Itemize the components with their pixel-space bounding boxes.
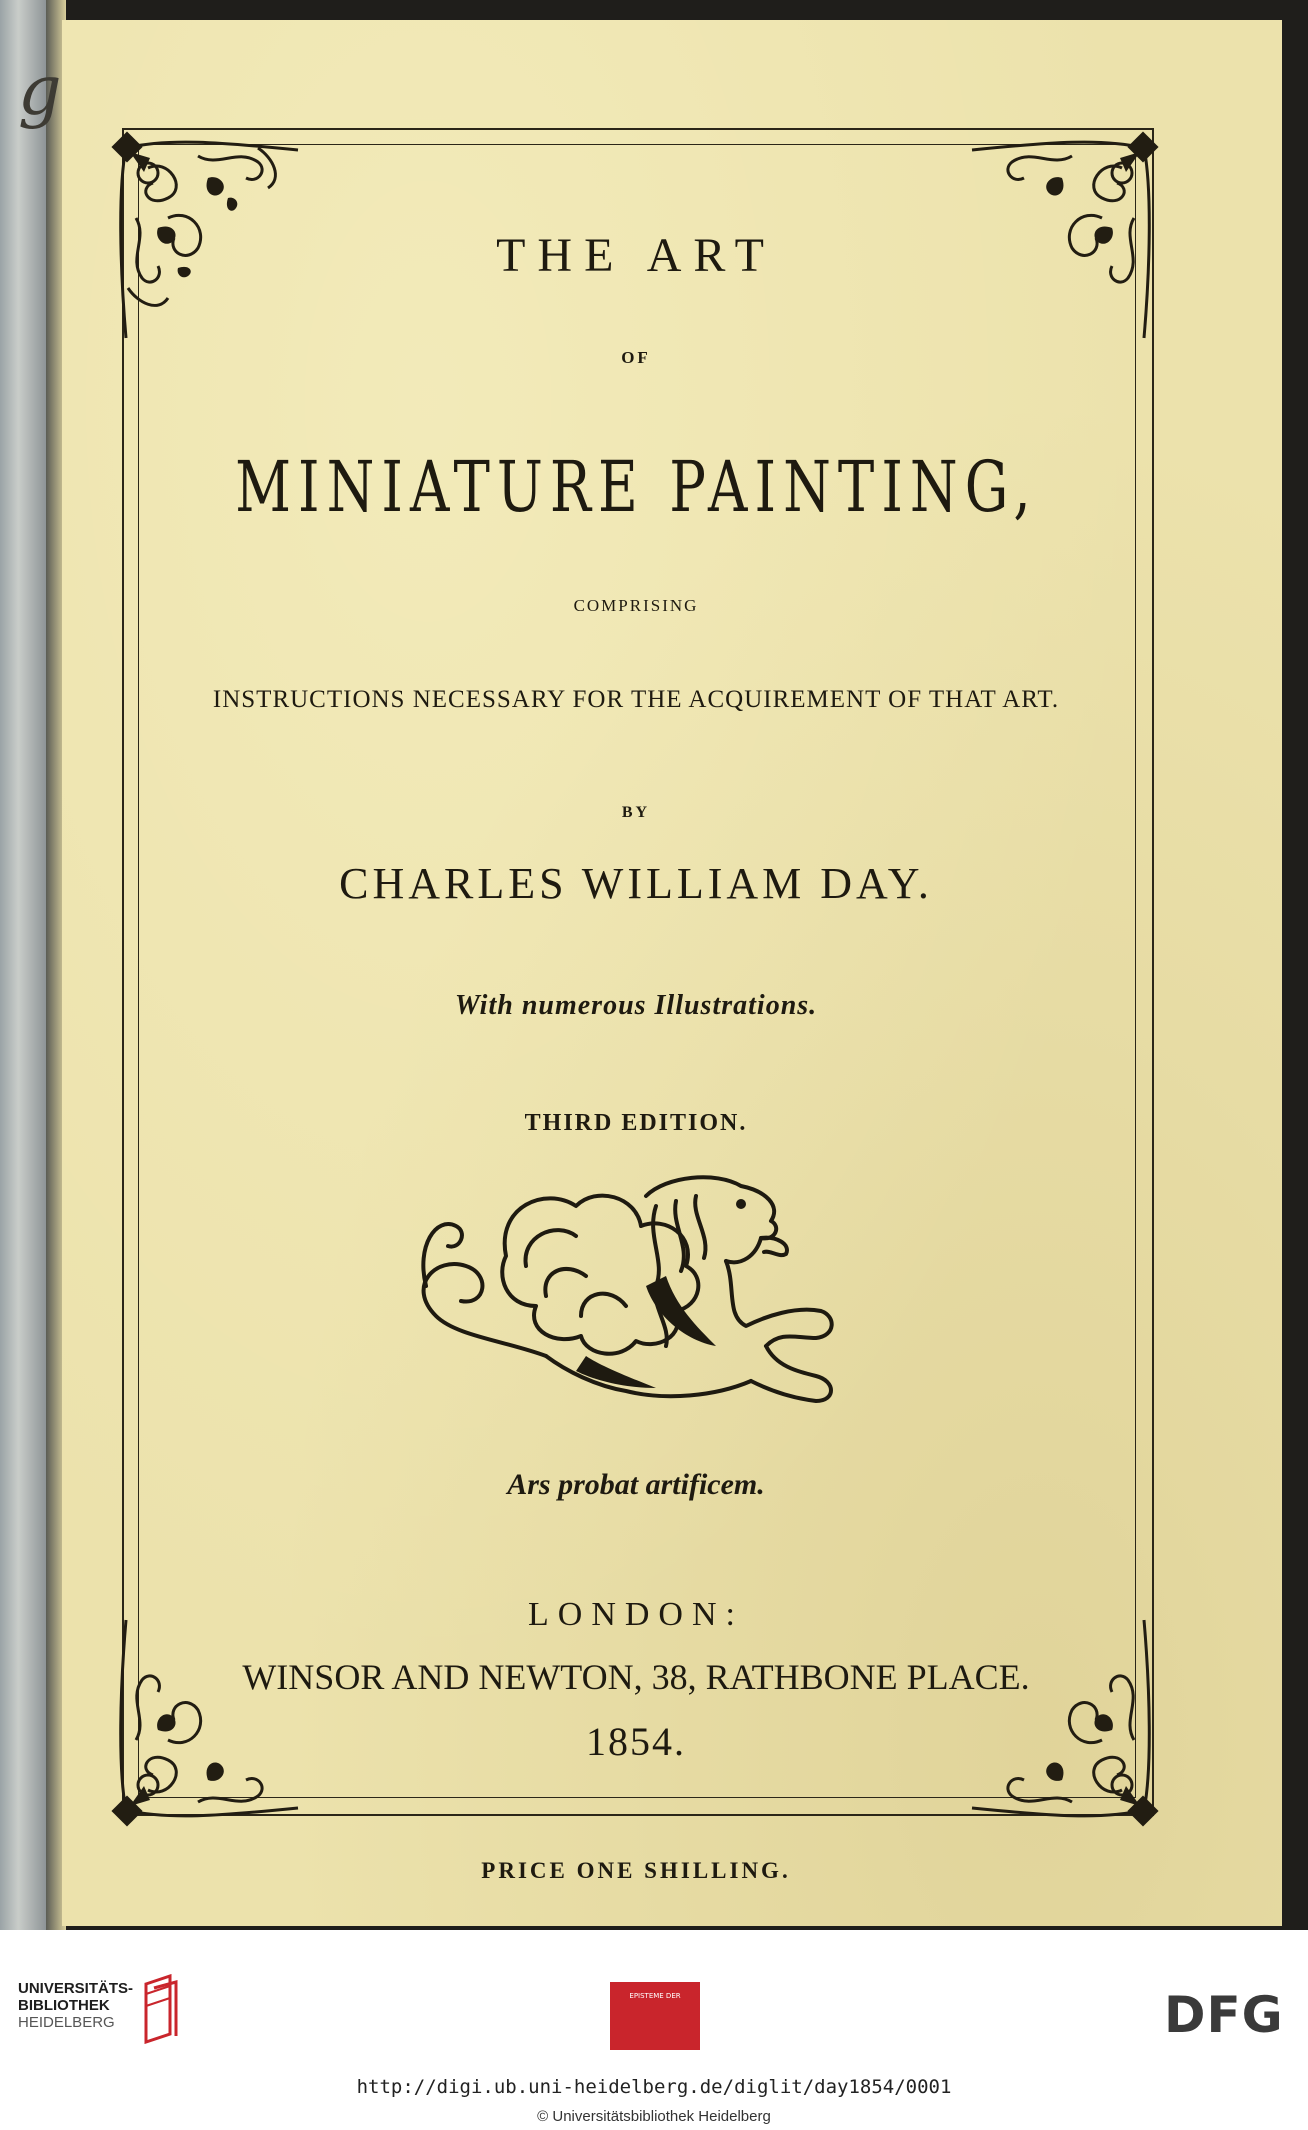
ub-mark-icon <box>140 1974 182 2044</box>
publication-year: 1854. <box>586 1719 686 1764</box>
book-title: MINIATURE PAINTING, <box>235 446 1038 528</box>
epistemes-text: EPISTEME DER <box>629 1992 681 2000</box>
edition-label: THIRD EDITION. <box>524 1110 748 1136</box>
pencil-mark: g <box>18 52 62 131</box>
ub-heidelberg-logo-icon[interactable] <box>18 1980 133 2031</box>
library-name-line1: UNIVERSITÄTS- <box>18 1980 134 1997</box>
winged-lion-icon <box>396 1166 856 1446</box>
ornament-corner-icon <box>108 1600 318 1830</box>
permalink-url[interactable]: http://digi.ub.uni-heidelberg.de/diglit/day1854/0001 <box>356 2076 952 2098</box>
library-footer <box>0 1930 1308 2130</box>
byline-by: BY <box>621 804 651 821</box>
title-line-the-art: THE ART <box>496 229 776 282</box>
dfg-logo-icon[interactable]: DFG <box>1164 1986 1284 2044</box>
publisher-city: LONDON: <box>528 1596 744 1633</box>
library-name-line2: BIBLIOTHEK <box>18 1997 110 2014</box>
library-name-line3: HEIDELBERG <box>18 2014 115 2031</box>
motto: Ars probat artificem. <box>507 1468 765 1501</box>
publisher-name: WINSOR AND NEWTON, 38, RATHBONE PLACE. <box>242 1657 1030 1697</box>
epistemes-logo-icon[interactable] <box>610 1982 700 2050</box>
price-label: PRICE ONE SHILLING. <box>481 1858 791 1883</box>
inner-frame-rule <box>138 144 1136 1798</box>
illustrations-note: With numerous Illustrations. <box>454 990 818 1021</box>
title-of: OF <box>621 348 651 367</box>
subtitle-comprising: COMPRISING <box>573 596 699 615</box>
subtitle-instructions: INSTRUCTIONS NECESSARY FOR THE ACQUIREMENT OF THAT ART. <box>212 686 1060 713</box>
ornament-corner-icon <box>952 1600 1162 1830</box>
author-name: CHARLES WILLIAM DAY. <box>339 859 933 908</box>
book-spine <box>0 0 46 1930</box>
copyright-notice: © Universitätsbibliothek Heidelberg <box>537 2108 771 2125</box>
